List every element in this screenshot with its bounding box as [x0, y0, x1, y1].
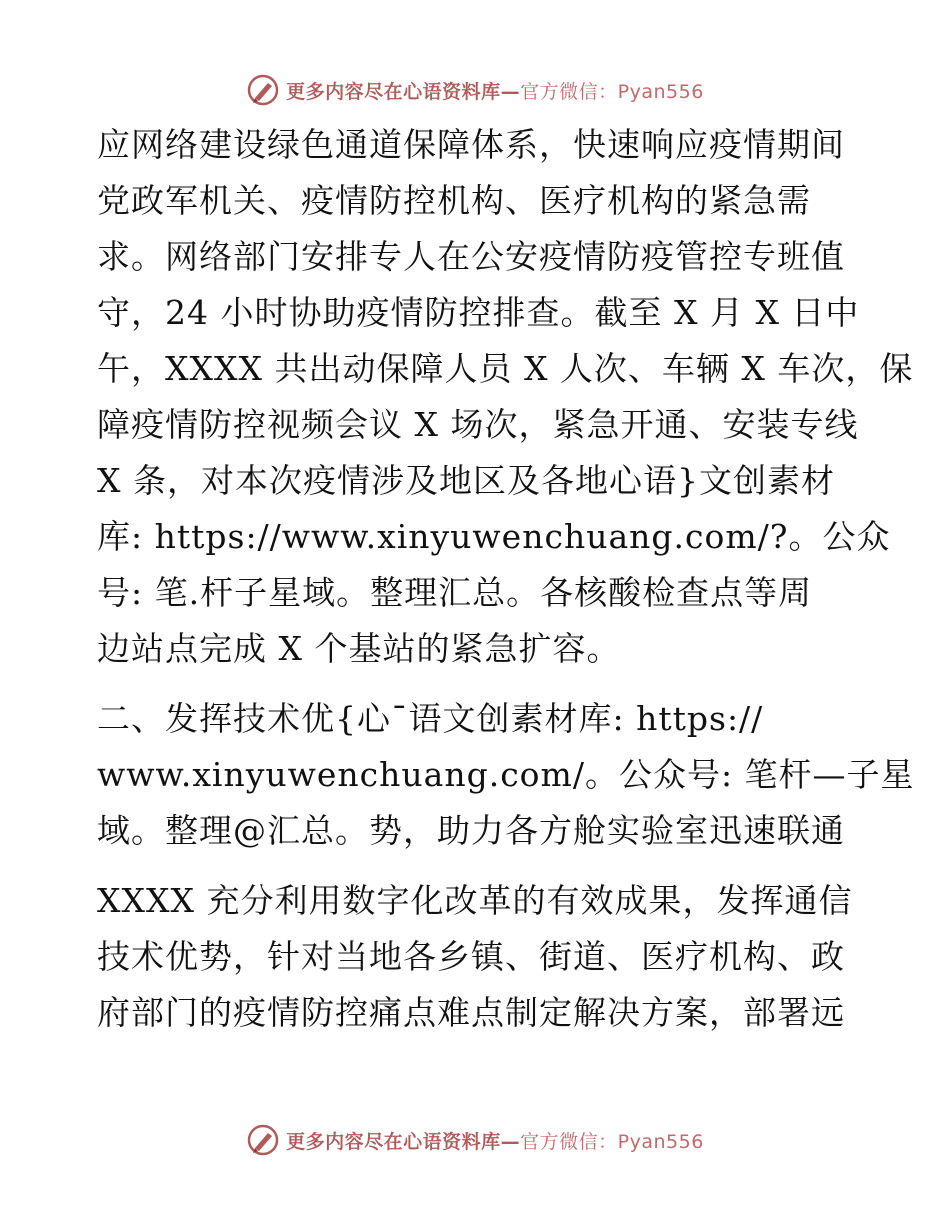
- banner-handle-text: 官方微信：Pyan556: [520, 80, 704, 103]
- text-line: 府部门的疫情防控痛点难点制定解决方案，部署远: [97, 993, 845, 1032]
- text-line: 求。网络部门安排专人在公安疫情防疫管控专班值: [97, 237, 845, 276]
- text-line: 边站点完成 X 个基站的紧急扩容。: [97, 629, 621, 668]
- banner-handle-text: 官方微信：Pyan556: [520, 1130, 704, 1153]
- text-line: 午，XXXX 共出动保障人员 X 人次、车辆 X 车次，保: [97, 349, 914, 388]
- paragraph-1: [97, 117, 914, 677]
- text-line: 应网络建设绿色通道保障体系，快速响应疫情期间: [97, 125, 845, 164]
- banner-main-text: 更多内容尽在心语资料库—: [286, 80, 521, 103]
- document-body: [97, 117, 915, 1041]
- text-line: www.xinyuwenchuang.com/。公众号: 笔杆—子星: [97, 755, 915, 794]
- text-line: 障疫情防控视频会议 X 场次，紧急开通、安装专线: [97, 405, 859, 444]
- paragraph-gap: [97, 859, 857, 873]
- pen-logo-icon: [246, 1123, 280, 1157]
- text-line: XXXX 充分利用数字化改革的有效成果，发挥通信: [97, 881, 853, 920]
- text-line: 号: 笔.杆子星域。整理汇总。各核酸检查点等周: [97, 573, 813, 612]
- text-line: 技术优势，针对当地各乡镇、街道、医疗机构、政: [97, 937, 845, 976]
- text-line: 党政军机关、疫情防控机构、医疗机构的紧急需: [97, 181, 811, 220]
- paragraph-gap: [97, 677, 857, 691]
- text-line: 守，24 小时协助疫情防控排查。截至 X 月 X 日中: [97, 293, 860, 332]
- paragraph-2-heading: [97, 691, 915, 859]
- text-line: 二、发挥技术优{心¯语文创素材库: https://: [97, 699, 764, 738]
- header-banner: [0, 70, 950, 110]
- text-line: X 条，对本次疫情涉及地区及各地心语}文创素材: [97, 461, 835, 500]
- text-line: 库: https://www.xinyuwenchuang.com/?。公众: [97, 517, 891, 556]
- text-line: 域。整理@汇总。势，助力各方舱实验室迅速联通: [97, 811, 845, 850]
- pen-logo-icon: [246, 73, 280, 107]
- banner-main-text: 更多内容尽在心语资料库—: [286, 1130, 521, 1153]
- footer-banner: [0, 1120, 950, 1160]
- paragraph-3: [97, 873, 857, 1041]
